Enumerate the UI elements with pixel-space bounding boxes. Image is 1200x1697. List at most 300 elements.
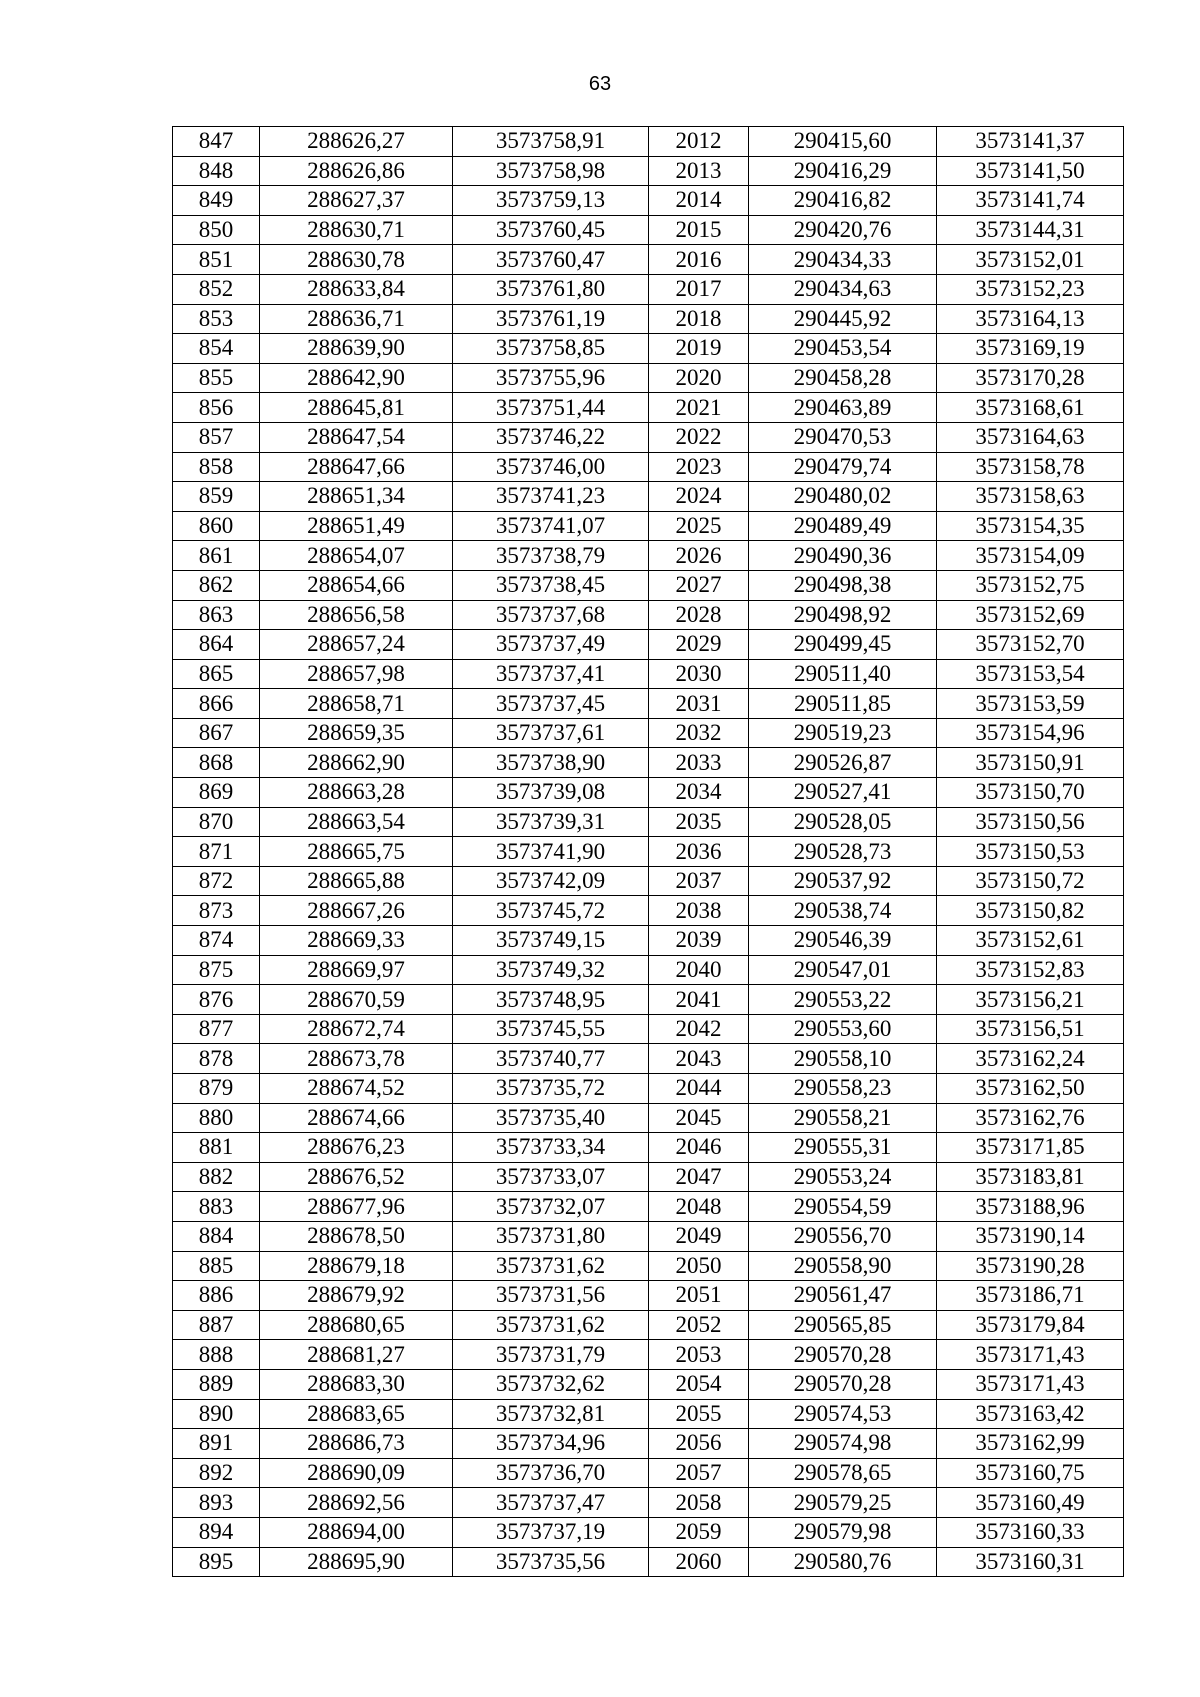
point-number-right: 2058: [649, 1488, 749, 1518]
y-coordinate-left: 3573735,56: [453, 1547, 649, 1577]
x-coordinate-right: 290458,28: [749, 363, 937, 393]
y-coordinate-left: 3573741,90: [453, 837, 649, 867]
y-coordinate-right: 3573183,81: [937, 1162, 1124, 1192]
point-number-right: 2044: [649, 1074, 749, 1104]
table-row: [173, 245, 1124, 275]
y-coordinate-right: 3573171,85: [937, 1133, 1124, 1163]
point-number-right: 2013: [649, 156, 749, 186]
table-row: [173, 748, 1124, 778]
y-coordinate-right: 3573152,75: [937, 570, 1124, 600]
x-coordinate-left: 288651,49: [260, 511, 453, 541]
y-coordinate-right: 3573150,56: [937, 807, 1124, 837]
x-coordinate-right: 290553,22: [749, 985, 937, 1015]
x-coordinate-right: 290558,23: [749, 1074, 937, 1104]
x-coordinate-right: 290434,63: [749, 274, 937, 304]
x-coordinate-right: 290558,21: [749, 1103, 937, 1133]
x-coordinate-right: 290527,41: [749, 778, 937, 808]
y-coordinate-right: 3573160,75: [937, 1458, 1124, 1488]
table-row: [173, 837, 1124, 867]
x-coordinate-left: 288674,52: [260, 1074, 453, 1104]
point-number-right: 2030: [649, 659, 749, 689]
y-coordinate-left: 3573734,96: [453, 1429, 649, 1459]
x-coordinate-left: 288676,52: [260, 1162, 453, 1192]
y-coordinate-right: 3573170,28: [937, 363, 1124, 393]
x-coordinate-right: 290570,28: [749, 1369, 937, 1399]
y-coordinate-left: 3573751,44: [453, 393, 649, 423]
point-number-left: 875: [173, 955, 260, 985]
x-coordinate-left: 288683,65: [260, 1399, 453, 1429]
point-number-left: 879: [173, 1074, 260, 1104]
y-coordinate-right: 3573190,14: [937, 1221, 1124, 1251]
y-coordinate-left: 3573731,79: [453, 1340, 649, 1370]
x-coordinate-right: 290480,02: [749, 482, 937, 512]
y-coordinate-right: 3573154,09: [937, 541, 1124, 571]
point-number-right: 2029: [649, 630, 749, 660]
x-coordinate-right: 290415,60: [749, 127, 937, 157]
point-number-left: 893: [173, 1488, 260, 1518]
table-row: [173, 718, 1124, 748]
point-number-left: 884: [173, 1221, 260, 1251]
y-coordinate-right: 3573164,13: [937, 304, 1124, 334]
x-coordinate-left: 288626,27: [260, 127, 453, 157]
y-coordinate-right: 3573171,43: [937, 1369, 1124, 1399]
table-row: [173, 1133, 1124, 1163]
x-coordinate-left: 288672,74: [260, 1014, 453, 1044]
y-coordinate-left: 3573760,45: [453, 215, 649, 245]
point-number-left: 891: [173, 1429, 260, 1459]
x-coordinate-left: 288658,71: [260, 689, 453, 719]
table-row: [173, 926, 1124, 956]
x-coordinate-left: 288654,66: [260, 570, 453, 600]
point-number-left: 876: [173, 985, 260, 1015]
y-coordinate-left: 3573737,68: [453, 600, 649, 630]
x-coordinate-left: 288673,78: [260, 1044, 453, 1074]
y-coordinate-left: 3573733,34: [453, 1133, 649, 1163]
y-coordinate-right: 3573188,96: [937, 1192, 1124, 1222]
point-number-left: 881: [173, 1133, 260, 1163]
x-coordinate-left: 288656,58: [260, 600, 453, 630]
y-coordinate-left: 3573745,55: [453, 1014, 649, 1044]
point-number-right: 2024: [649, 482, 749, 512]
x-coordinate-right: 290555,31: [749, 1133, 937, 1163]
table-row: [173, 1014, 1124, 1044]
point-number-right: 2051: [649, 1281, 749, 1311]
x-coordinate-right: 290526,87: [749, 748, 937, 778]
y-coordinate-right: 3573141,74: [937, 186, 1124, 216]
y-coordinate-right: 3573171,43: [937, 1340, 1124, 1370]
point-number-right: 2028: [649, 600, 749, 630]
point-number-left: 852: [173, 274, 260, 304]
point-number-left: 894: [173, 1517, 260, 1547]
y-coordinate-right: 3573190,28: [937, 1251, 1124, 1281]
table-row: [173, 1547, 1124, 1577]
y-coordinate-right: 3573158,78: [937, 452, 1124, 482]
table-row: [173, 896, 1124, 926]
point-number-left: 873: [173, 896, 260, 926]
point-number-right: 2057: [649, 1458, 749, 1488]
x-coordinate-left: 288645,81: [260, 393, 453, 423]
x-coordinate-right: 290416,29: [749, 156, 937, 186]
y-coordinate-left: 3573761,80: [453, 274, 649, 304]
point-number-right: 2035: [649, 807, 749, 837]
point-number-left: 890: [173, 1399, 260, 1429]
x-coordinate-right: 290528,05: [749, 807, 937, 837]
y-coordinate-right: 3573152,23: [937, 274, 1124, 304]
point-number-left: 874: [173, 926, 260, 956]
x-coordinate-right: 290489,49: [749, 511, 937, 541]
point-number-right: 2020: [649, 363, 749, 393]
point-number-left: 867: [173, 718, 260, 748]
point-number-right: 2042: [649, 1014, 749, 1044]
point-number-left: 853: [173, 304, 260, 334]
y-coordinate-left: 3573742,09: [453, 866, 649, 896]
x-coordinate-left: 288674,66: [260, 1103, 453, 1133]
y-coordinate-right: 3573156,21: [937, 985, 1124, 1015]
y-coordinate-right: 3573163,42: [937, 1399, 1124, 1429]
point-number-left: 878: [173, 1044, 260, 1074]
x-coordinate-left: 288662,90: [260, 748, 453, 778]
y-coordinate-left: 3573740,77: [453, 1044, 649, 1074]
y-coordinate-left: 3573737,41: [453, 659, 649, 689]
x-coordinate-right: 290558,90: [749, 1251, 937, 1281]
x-coordinate-left: 288686,73: [260, 1429, 453, 1459]
point-number-left: 865: [173, 659, 260, 689]
x-coordinate-right: 290416,82: [749, 186, 937, 216]
point-number-left: 850: [173, 215, 260, 245]
y-coordinate-left: 3573748,95: [453, 985, 649, 1015]
y-coordinate-right: 3573160,33: [937, 1517, 1124, 1547]
point-number-left: 880: [173, 1103, 260, 1133]
x-coordinate-right: 290511,40: [749, 659, 937, 689]
point-number-left: 848: [173, 156, 260, 186]
table-row: [173, 1458, 1124, 1488]
point-number-left: 887: [173, 1310, 260, 1340]
x-coordinate-left: 288647,66: [260, 452, 453, 482]
y-coordinate-left: 3573732,62: [453, 1369, 649, 1399]
x-coordinate-right: 290498,38: [749, 570, 937, 600]
point-number-left: 888: [173, 1340, 260, 1370]
point-number-left: 860: [173, 511, 260, 541]
table-row: [173, 1399, 1124, 1429]
x-coordinate-right: 290554,59: [749, 1192, 937, 1222]
point-number-left: 883: [173, 1192, 260, 1222]
y-coordinate-left: 3573738,90: [453, 748, 649, 778]
y-coordinate-right: 3573160,31: [937, 1547, 1124, 1577]
point-number-left: 856: [173, 393, 260, 423]
y-coordinate-right: 3573162,24: [937, 1044, 1124, 1074]
y-coordinate-left: 3573731,80: [453, 1221, 649, 1251]
point-number-right: 2048: [649, 1192, 749, 1222]
y-coordinate-left: 3573737,45: [453, 689, 649, 719]
x-coordinate-right: 290498,92: [749, 600, 937, 630]
table-row: [173, 689, 1124, 719]
y-coordinate-left: 3573738,79: [453, 541, 649, 571]
point-number-right: 2031: [649, 689, 749, 719]
x-coordinate-left: 288657,98: [260, 659, 453, 689]
x-coordinate-right: 290561,47: [749, 1281, 937, 1311]
x-coordinate-right: 290574,98: [749, 1429, 937, 1459]
y-coordinate-left: 3573758,91: [453, 127, 649, 157]
y-coordinate-left: 3573749,32: [453, 955, 649, 985]
table-row: [173, 1162, 1124, 1192]
x-coordinate-left: 288665,75: [260, 837, 453, 867]
x-coordinate-left: 288690,09: [260, 1458, 453, 1488]
table-row: [173, 363, 1124, 393]
point-number-left: 851: [173, 245, 260, 275]
x-coordinate-left: 288676,23: [260, 1133, 453, 1163]
x-coordinate-left: 288678,50: [260, 1221, 453, 1251]
point-number-left: 885: [173, 1251, 260, 1281]
y-coordinate-right: 3573152,70: [937, 630, 1124, 660]
x-coordinate-right: 290579,98: [749, 1517, 937, 1547]
y-coordinate-right: 3573186,71: [937, 1281, 1124, 1311]
x-coordinate-left: 288663,54: [260, 807, 453, 837]
point-number-right: 2049: [649, 1221, 749, 1251]
point-number-left: 892: [173, 1458, 260, 1488]
point-number-right: 2038: [649, 896, 749, 926]
point-number-right: 2036: [649, 837, 749, 867]
table-row: [173, 600, 1124, 630]
point-number-left: 863: [173, 600, 260, 630]
table-row: [173, 1340, 1124, 1370]
x-coordinate-right: 290580,76: [749, 1547, 937, 1577]
x-coordinate-left: 288630,78: [260, 245, 453, 275]
y-coordinate-right: 3573152,61: [937, 926, 1124, 956]
point-number-right: 2032: [649, 718, 749, 748]
y-coordinate-left: 3573732,07: [453, 1192, 649, 1222]
point-number-right: 2045: [649, 1103, 749, 1133]
point-number-right: 2034: [649, 778, 749, 808]
y-coordinate-right: 3573152,01: [937, 245, 1124, 275]
x-coordinate-left: 288626,86: [260, 156, 453, 186]
y-coordinate-right: 3573153,59: [937, 689, 1124, 719]
x-coordinate-left: 288636,71: [260, 304, 453, 334]
y-coordinate-right: 3573144,31: [937, 215, 1124, 245]
point-number-right: 2046: [649, 1133, 749, 1163]
x-coordinate-right: 290570,28: [749, 1340, 937, 1370]
y-coordinate-right: 3573153,54: [937, 659, 1124, 689]
point-number-right: 2052: [649, 1310, 749, 1340]
y-coordinate-left: 3573739,31: [453, 807, 649, 837]
y-coordinate-left: 3573731,62: [453, 1310, 649, 1340]
table-row: [173, 274, 1124, 304]
x-coordinate-right: 290574,53: [749, 1399, 937, 1429]
x-coordinate-right: 290558,10: [749, 1044, 937, 1074]
x-coordinate-left: 288627,37: [260, 186, 453, 216]
point-number-right: 2033: [649, 748, 749, 778]
y-coordinate-left: 3573737,47: [453, 1488, 649, 1518]
y-coordinate-left: 3573737,61: [453, 718, 649, 748]
coordinates-table: [172, 126, 1124, 1577]
table-row: [173, 304, 1124, 334]
table-row: [173, 1310, 1124, 1340]
table-row: [173, 985, 1124, 1015]
point-number-right: 2041: [649, 985, 749, 1015]
x-coordinate-left: 288683,30: [260, 1369, 453, 1399]
point-number-left: 877: [173, 1014, 260, 1044]
y-coordinate-right: 3573156,51: [937, 1014, 1124, 1044]
x-coordinate-right: 290490,36: [749, 541, 937, 571]
point-number-right: 2012: [649, 127, 749, 157]
y-coordinate-left: 3573758,98: [453, 156, 649, 186]
table-row: [173, 393, 1124, 423]
point-number-right: 2017: [649, 274, 749, 304]
y-coordinate-left: 3573739,08: [453, 778, 649, 808]
table-row: [173, 156, 1124, 186]
table-row: [173, 1369, 1124, 1399]
x-coordinate-right: 290547,01: [749, 955, 937, 985]
x-coordinate-right: 290470,53: [749, 422, 937, 452]
point-number-right: 2021: [649, 393, 749, 423]
point-number-right: 2019: [649, 334, 749, 364]
point-number-left: 882: [173, 1162, 260, 1192]
point-number-right: 2056: [649, 1429, 749, 1459]
x-coordinate-right: 290538,74: [749, 896, 937, 926]
y-coordinate-right: 3573150,72: [937, 866, 1124, 896]
y-coordinate-left: 3573758,85: [453, 334, 649, 364]
point-number-left: 862: [173, 570, 260, 600]
coordinates-table-body: [173, 127, 1124, 1577]
table-row: [173, 452, 1124, 482]
table-row: [173, 541, 1124, 571]
y-coordinate-left: 3573732,81: [453, 1399, 649, 1429]
point-number-left: 871: [173, 837, 260, 867]
x-coordinate-right: 290499,45: [749, 630, 937, 660]
point-number-right: 2037: [649, 866, 749, 896]
x-coordinate-left: 288654,07: [260, 541, 453, 571]
x-coordinate-right: 290511,85: [749, 689, 937, 719]
table-row: [173, 127, 1124, 157]
point-number-right: 2022: [649, 422, 749, 452]
x-coordinate-left: 288694,00: [260, 1517, 453, 1547]
x-coordinate-left: 288630,71: [260, 215, 453, 245]
point-number-left: 857: [173, 422, 260, 452]
x-coordinate-left: 288633,84: [260, 274, 453, 304]
x-coordinate-left: 288681,27: [260, 1340, 453, 1370]
x-coordinate-left: 288647,54: [260, 422, 453, 452]
x-coordinate-left: 288663,28: [260, 778, 453, 808]
table-row: [173, 1221, 1124, 1251]
y-coordinate-left: 3573731,56: [453, 1281, 649, 1311]
table-row: [173, 186, 1124, 216]
x-coordinate-left: 288670,59: [260, 985, 453, 1015]
x-coordinate-right: 290445,92: [749, 304, 937, 334]
x-coordinate-left: 288679,18: [260, 1251, 453, 1281]
point-number-right: 2053: [649, 1340, 749, 1370]
x-coordinate-right: 290479,74: [749, 452, 937, 482]
table-row: [173, 866, 1124, 896]
table-row: [173, 1103, 1124, 1133]
y-coordinate-left: 3573746,22: [453, 422, 649, 452]
point-number-right: 2015: [649, 215, 749, 245]
y-coordinate-right: 3573150,53: [937, 837, 1124, 867]
x-coordinate-right: 290528,73: [749, 837, 937, 867]
x-coordinate-left: 288667,26: [260, 896, 453, 926]
x-coordinate-left: 288679,92: [260, 1281, 453, 1311]
x-coordinate-left: 288680,65: [260, 1310, 453, 1340]
x-coordinate-left: 288692,56: [260, 1488, 453, 1518]
x-coordinate-left: 288651,34: [260, 482, 453, 512]
y-coordinate-left: 3573741,07: [453, 511, 649, 541]
point-number-right: 2047: [649, 1162, 749, 1192]
point-number-left: 869: [173, 778, 260, 808]
point-number-left: 847: [173, 127, 260, 157]
y-coordinate-right: 3573150,70: [937, 778, 1124, 808]
table-row: [173, 778, 1124, 808]
x-coordinate-left: 288677,96: [260, 1192, 453, 1222]
point-number-left: 889: [173, 1369, 260, 1399]
x-coordinate-right: 290537,92: [749, 866, 937, 896]
table-row: [173, 659, 1124, 689]
point-number-left: 868: [173, 748, 260, 778]
point-number-left: 854: [173, 334, 260, 364]
y-coordinate-right: 3573158,63: [937, 482, 1124, 512]
y-coordinate-left: 3573735,72: [453, 1074, 649, 1104]
table-row: [173, 1192, 1124, 1222]
y-coordinate-left: 3573760,47: [453, 245, 649, 275]
x-coordinate-right: 290463,89: [749, 393, 937, 423]
table-row: [173, 1517, 1124, 1547]
point-number-left: 895: [173, 1547, 260, 1577]
point-number-left: 861: [173, 541, 260, 571]
point-number-left: 849: [173, 186, 260, 216]
x-coordinate-right: 290579,25: [749, 1488, 937, 1518]
point-number-right: 2039: [649, 926, 749, 956]
y-coordinate-right: 3573162,50: [937, 1074, 1124, 1104]
x-coordinate-right: 290556,70: [749, 1221, 937, 1251]
point-number-right: 2055: [649, 1399, 749, 1429]
table-row: [173, 807, 1124, 837]
y-coordinate-right: 3573164,63: [937, 422, 1124, 452]
point-number-right: 2018: [649, 304, 749, 334]
x-coordinate-right: 290434,33: [749, 245, 937, 275]
table-row: [173, 570, 1124, 600]
point-number-right: 2014: [649, 186, 749, 216]
point-number-right: 2059: [649, 1517, 749, 1547]
point-number-left: 859: [173, 482, 260, 512]
y-coordinate-right: 3573169,19: [937, 334, 1124, 364]
point-number-left: 866: [173, 689, 260, 719]
point-number-left: 858: [173, 452, 260, 482]
point-number-left: 870: [173, 807, 260, 837]
y-coordinate-right: 3573154,35: [937, 511, 1124, 541]
table-row: [173, 1488, 1124, 1518]
y-coordinate-right: 3573179,84: [937, 1310, 1124, 1340]
point-number-right: 2040: [649, 955, 749, 985]
y-coordinate-left: 3573759,13: [453, 186, 649, 216]
y-coordinate-left: 3573745,72: [453, 896, 649, 926]
point-number-right: 2027: [649, 570, 749, 600]
table-row: [173, 955, 1124, 985]
table-row: [173, 334, 1124, 364]
y-coordinate-right: 3573141,50: [937, 156, 1124, 186]
y-coordinate-left: 3573737,49: [453, 630, 649, 660]
x-coordinate-left: 288669,97: [260, 955, 453, 985]
table-row: [173, 1281, 1124, 1311]
x-coordinate-right: 290553,24: [749, 1162, 937, 1192]
y-coordinate-right: 3573150,91: [937, 748, 1124, 778]
y-coordinate-right: 3573152,69: [937, 600, 1124, 630]
x-coordinate-left: 288642,90: [260, 363, 453, 393]
point-number-right: 2043: [649, 1044, 749, 1074]
table-row: [173, 630, 1124, 660]
x-coordinate-right: 290578,65: [749, 1458, 937, 1488]
y-coordinate-left: 3573746,00: [453, 452, 649, 482]
y-coordinate-right: 3573154,96: [937, 718, 1124, 748]
point-number-left: 886: [173, 1281, 260, 1311]
x-coordinate-left: 288669,33: [260, 926, 453, 956]
page-number: 63: [588, 73, 612, 95]
